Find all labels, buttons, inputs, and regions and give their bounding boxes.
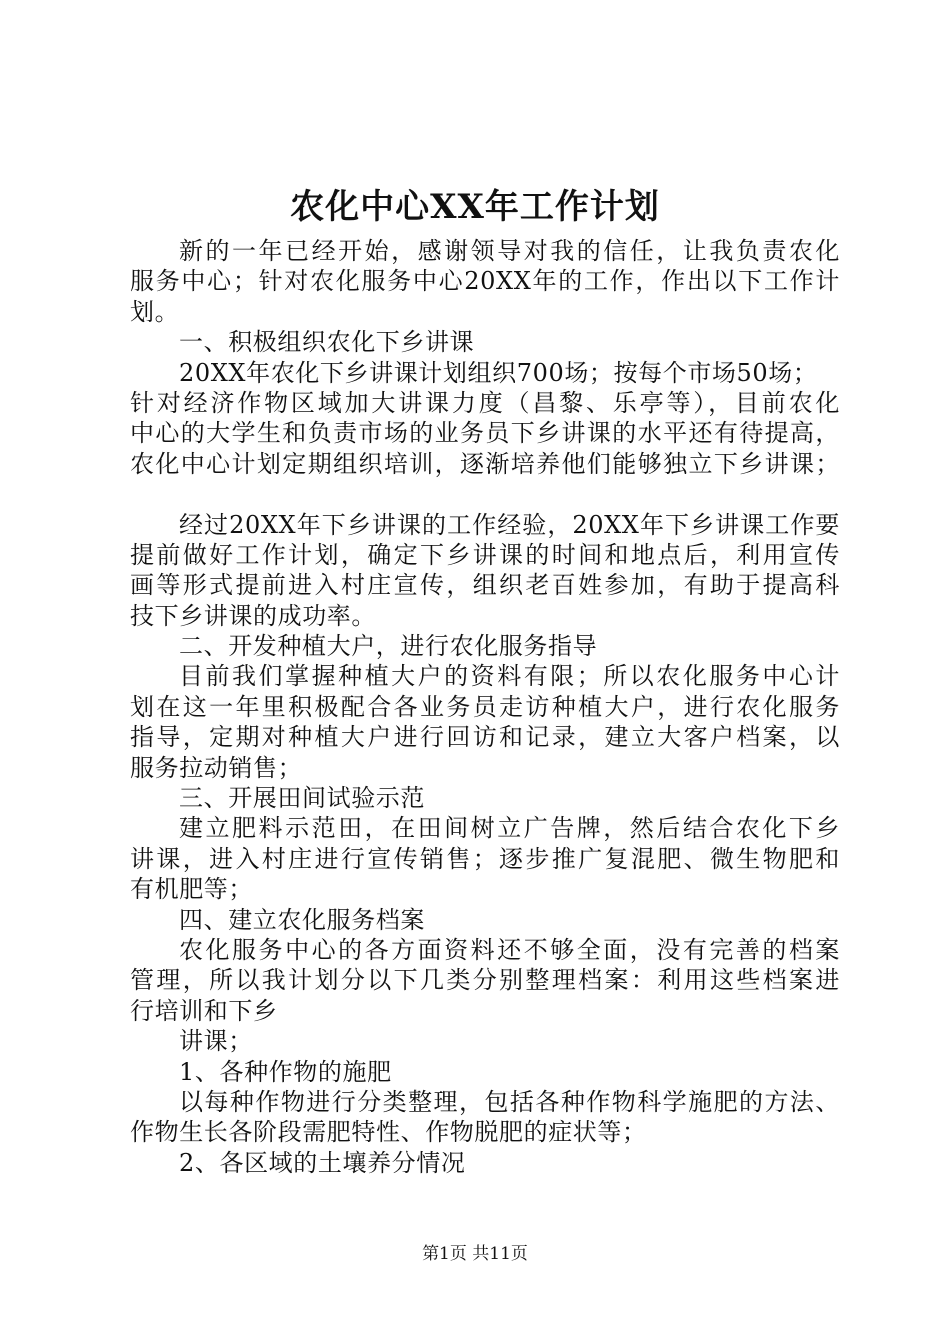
text-line: 讲课，进入村庄进行宣传销售；逐步推广复混肥、微生物肥和 [130, 844, 840, 873]
subsection-heading: 2、各区域的土壤养分情况 [179, 1148, 466, 1177]
text-line: 建立肥料示范田，在田间树立广告牌，然后结合农化下乡 [179, 814, 840, 843]
section-heading: 二、开发种植大户，进行农化服务指导 [179, 632, 598, 661]
text-line: 经过20XX年下乡讲课的工作经验，20XX年下乡讲课工作要 [179, 510, 840, 539]
section-heading: 四、建立农化服务档案 [179, 905, 425, 934]
text-line: 提前做好工作计划，确定下乡讲课的时间和地点后，利用宣传 [130, 540, 840, 569]
text-line: 画等形式提前进入村庄宣传，组织老百姓参加，有助于提高科 [130, 571, 840, 600]
page-number-footer: 第1页 共11页 [422, 1244, 528, 1264]
text-line: 服务拉动销售； [130, 753, 303, 782]
text-line: 技下乡讲课的成功率。 [130, 601, 376, 630]
text-line: 目前我们掌握种植大户的资料有限；所以农化服务中心计 [179, 662, 840, 691]
text-line: 指导，定期对种植大户进行回访和记录，建立大客户档案，以 [130, 723, 840, 752]
text-line: 划。 [130, 297, 180, 326]
section-heading: 一、积极组织农化下乡讲课 [179, 328, 475, 357]
document-body [130, 236, 840, 1178]
text-line: 管理，所以我计划分以下几类分别整理档案：利用这些档案进 [130, 966, 840, 995]
text-line: 讲课； [179, 1027, 253, 1056]
text-line: 农化中心计划定期组织培训，逐渐培养他们能够独立下乡讲课； [130, 449, 840, 478]
text-line: 农化服务中心的各方面资料还不够全面，没有完善的档案 [179, 935, 840, 964]
text-line: 以每种作物进行分类整理，包括各种作物科学施肥的方法、 [179, 1087, 840, 1116]
text-line: 针对经济作物区域加大讲课力度（昌黎、乐亭等），目前农化 [130, 388, 840, 417]
blank-line [130, 479, 840, 509]
text-line: 新的一年已经开始，感谢领导对我的信任，让我负责农化 [179, 237, 840, 265]
text-line: 划在这一年里积极配合各业务员走访种植大户，进行农化服务 [130, 692, 840, 721]
text-line: 作物生长各阶段需肥特性、作物脱肥的症状等； [130, 1118, 647, 1147]
text-line: 行培训和下乡 [130, 996, 278, 1025]
text-line: 服务中心；针对农化服务中心20XX年的工作，作出以下工作计 [130, 267, 840, 296]
text-line: 有机肥等； [130, 875, 253, 904]
section-heading: 三、开展田间试验示范 [179, 784, 425, 813]
document-title: 农化中心XX年工作计划 [290, 187, 660, 227]
text-line: 中心的大学生和负责市场的业务员下乡讲课的水平还有待提高， [130, 419, 840, 448]
subsection-heading: 1、各种作物的施肥 [179, 1057, 392, 1086]
text-line: 20XX年农化下乡讲课计划组织700场；按每个市场50场； [179, 358, 818, 387]
